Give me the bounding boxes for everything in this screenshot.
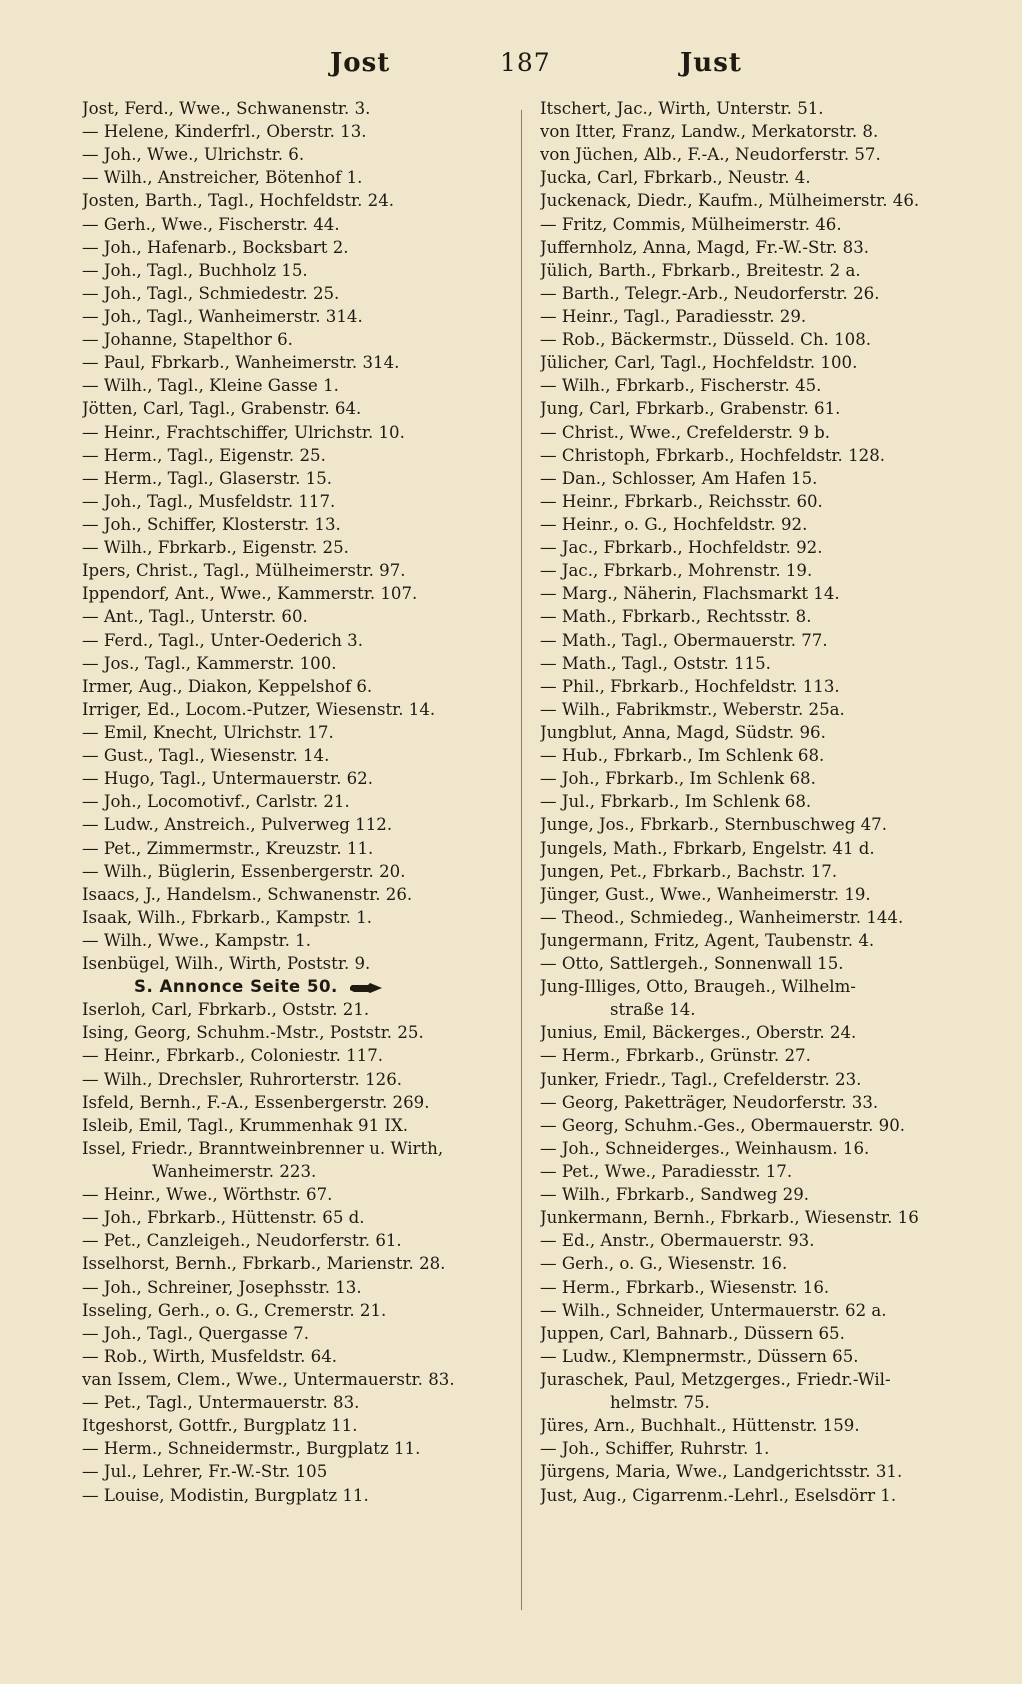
entry-text: Jost, Ferd., Wwe., Schwanenstr. 3. (82, 99, 371, 118)
entry-text: — Joh., Fbrkarb., Im Schlenk 68. (540, 769, 816, 789)
entry-text: — Joh., Schreiner, Josephsstr. 13. (82, 1277, 362, 1297)
directory-entry (540, 259, 980, 282)
directory-entry (540, 998, 980, 1021)
column-divider (521, 110, 522, 1610)
entry-text: Josten, Barth., Tagl., Hochfeldstr. 24. (82, 191, 395, 211)
directory-entry (540, 236, 980, 259)
entry-text: — Jul., Lehrer, Fr.-W.-Str. 105 (82, 1462, 328, 1482)
directory-entry (540, 1368, 980, 1391)
entry-text: — Pet., Canzleigeh., Neudorferstr. 61. (82, 1231, 402, 1251)
entry-text: — Christoph, Fbrkarb., Hochfeldstr. 128. (540, 445, 886, 465)
directory-entry (540, 282, 980, 305)
directory-entry (82, 236, 502, 259)
entry-text: — Herm., Fbrkarb., Grünstr. 27. (540, 1046, 811, 1066)
directory-entry (82, 1021, 502, 1044)
directory-entry (82, 374, 502, 397)
entry-text: — Gerh., Wwe., Fischerstr. 44. (82, 214, 340, 234)
directory-entry (82, 213, 502, 236)
directory-entry (540, 1091, 980, 1114)
entry-text: — Joh., Tagl., Quergasse 7. (82, 1323, 309, 1343)
entry-text: Irriger, Ed., Locom.-Putzer, Wiesenstr. 14. (82, 699, 436, 719)
directory-entry (82, 1229, 502, 1252)
entry-text: Itschert, Jac., Wirth, Unterstr. 51. (540, 99, 824, 118)
directory-entry (540, 1391, 980, 1414)
entry-text: Isseling, Gerh., o. G., Cremerstr. 21. (82, 1300, 387, 1320)
entry-text: Just, Aug., Cigarrenm.-Lehrl., Eselsdörr 1. (540, 1485, 897, 1505)
directory-entry (540, 767, 980, 790)
directory-entry (82, 490, 502, 513)
directory-entry (540, 1229, 980, 1252)
directory-entry (82, 467, 502, 490)
entry-text: — Heinr., Frachtschiffer, Ulrichstr. 10. (82, 422, 405, 442)
directory-entry (540, 1345, 980, 1368)
entry-text: — Georg, Schuhm.-Ges., Obermauerstr. 90. (540, 1115, 906, 1135)
entry-text: — Herm., Schneidermstr., Burgplatz 11. (82, 1439, 421, 1459)
entry-text: helmstr. 75. (610, 1393, 710, 1413)
entry-text: — Johanne, Stapelthor 6. (82, 330, 293, 350)
directory-entry (540, 421, 980, 444)
entry-text: Isenbügel, Wilh., Wirth, Poststr. 9. (82, 954, 371, 974)
directory-entry (82, 166, 502, 189)
right-column (540, 97, 980, 1507)
entry-text: Juckenack, Diedr., Kaufm., Mülheimerstr. 46. (540, 191, 920, 211)
entry-text: Iserloh, Carl, Fbrkarb., Oststr. 21. (82, 1000, 370, 1020)
entry-text: Itgeshorst, Gottfr., Burgplatz 11. (82, 1416, 358, 1436)
directory-entry (82, 952, 502, 975)
entry-text: — Marg., Näherin, Flachsmarkt 14. (540, 584, 840, 604)
directory-entry (82, 1114, 502, 1137)
directory-entry (540, 952, 980, 975)
directory-entry (540, 837, 980, 860)
entry-text: — Fritz, Commis, Mülheimerstr. 46. (540, 214, 842, 234)
entry-text: von Itter, Franz, Landw., Merkatorstr. 8. (540, 122, 879, 142)
entry-text: — Joh., Tagl., Buchholz 15. (82, 260, 308, 280)
directory-entry (82, 1276, 502, 1299)
directory-entry (540, 189, 980, 212)
directory-entry (540, 813, 980, 836)
directory-entry (540, 213, 980, 236)
directory-entry (540, 906, 980, 929)
directory-entry (540, 143, 980, 166)
directory-entry (82, 605, 502, 628)
directory-entry (82, 929, 502, 952)
directory-entry (82, 1160, 502, 1183)
entry-text: Jungermann, Fritz, Agent, Taubenstr. 4. (540, 930, 875, 950)
directory-entry (540, 790, 980, 813)
directory-entry (540, 559, 980, 582)
entry-text: — Wilh., Fabrikmstr., Weberstr. 25a. (540, 699, 845, 719)
entry-text: — Wilh., Fbrkarb., Fischerstr. 45. (540, 376, 822, 396)
directory-entry (82, 744, 502, 767)
directory-entry (82, 282, 502, 305)
directory-entry (540, 1160, 980, 1183)
directory-entry (540, 1137, 980, 1160)
entry-text: — Christ., Wwe., Crefelderstr. 9 b. (540, 422, 831, 442)
entry-text: — Joh., Wwe., Ulrichstr. 6. (82, 145, 305, 165)
entry-text: van Issem, Clem., Wwe., Untermauerstr. 83. (82, 1370, 455, 1390)
directory-entry (540, 652, 980, 675)
header-right-keyword: Just (680, 48, 742, 78)
directory-entry (540, 1252, 980, 1275)
entry-text: Junius, Emil, Bäckerges., Oberstr. 24. (540, 1023, 857, 1043)
directory-entry (82, 1414, 502, 1437)
entry-text: Ippendorf, Ant., Wwe., Kammerstr. 107. (82, 584, 418, 604)
entry-text: Jülicher, Carl, Tagl., Hochfeldstr. 100. (540, 353, 858, 373)
directory-entry (540, 536, 980, 559)
entry-text: Ipers, Christ., Tagl., Mülheimerstr. 97. (82, 561, 406, 581)
directory-entry (82, 1368, 502, 1391)
entry-text: — Ed., Anstr., Obermauerstr. 93. (540, 1231, 815, 1251)
directory-entry (82, 259, 502, 282)
directory-entry (540, 467, 980, 490)
entry-text: — Heinr., o. G., Hochfeldstr. 92. (540, 514, 808, 534)
entry-text: — Joh., Tagl., Wanheimerstr. 314. (82, 306, 363, 326)
entry-text: — Theod., Schmiedeg., Wanheimerstr. 144. (540, 907, 904, 927)
entry-text: S. Annonce Seite 50. (134, 977, 338, 997)
directory-entry (540, 351, 980, 374)
entry-text: Irmer, Aug., Diakon, Keppelshof 6. (82, 676, 373, 696)
entry-text: — Wilh., Büglerin, Essenbergerstr. 20. (82, 861, 406, 881)
entry-text: — Hugo, Tagl., Untermauerstr. 62. (82, 769, 374, 789)
entry-text: Junker, Friedr., Tagl., Crefelderstr. 23. (540, 1069, 862, 1089)
entry-text: — Helene, Kinderfrl., Oberstr. 13. (82, 122, 367, 142)
directory-entry (82, 143, 502, 166)
directory-entry (82, 1068, 502, 1091)
directory-entry (82, 652, 502, 675)
directory-entry (540, 1044, 980, 1067)
entry-text: — Wilh., Fbrkarb., Eigenstr. 25. (82, 538, 349, 558)
entry-text: Jüres, Arn., Buchhalt., Hüttenstr. 159. (540, 1416, 860, 1436)
directory-entry (82, 1137, 502, 1160)
entry-text: — Math., Tagl., Oststr. 115. (540, 653, 771, 673)
entry-text: — Joh., Locomotivf., Carlstr. 21. (82, 792, 350, 812)
entry-text: — Ludw., Klempnermstr., Düssern 65. (540, 1346, 859, 1366)
entry-text: — Wilh., Anstreicher, Bötenhof 1. (82, 168, 363, 188)
entry-text: — Gust., Tagl., Wiesenstr. 14. (82, 746, 330, 766)
directory-entry (540, 1206, 980, 1229)
entry-text: — Pet., Zimmermstr., Kreuzstr. 11. (82, 838, 374, 858)
directory-entry (82, 582, 502, 605)
entry-text: Jung, Carl, Fbrkarb., Grabenstr. 61. (540, 399, 841, 419)
directory-entry (540, 605, 980, 628)
entry-text: Juraschek, Paul, Metzgerges., Friedr.-Wil- (540, 1370, 891, 1390)
entry-text: Isleib, Emil, Tagl., Krummenhak 91 IX. (82, 1115, 409, 1135)
entry-text: — Wilh., Wwe., Kampstr. 1. (82, 930, 311, 950)
directory-entry (540, 1414, 980, 1437)
entry-text: Jünger, Gust., Wwe., Wanheimerstr. 19. (540, 884, 871, 904)
pointing-hand-icon (348, 982, 382, 994)
directory-entry (82, 883, 502, 906)
directory-entry (82, 536, 502, 559)
directory-entry (540, 883, 980, 906)
page-header (0, 48, 1022, 88)
directory-entry (82, 1460, 502, 1483)
directory-entry (540, 629, 980, 652)
directory-entry (540, 490, 980, 513)
entry-text: — Pet., Wwe., Paradiesstr. 17. (540, 1162, 793, 1182)
entry-text: — Herm., Fbrkarb., Wiesenstr. 16. (540, 1277, 830, 1297)
entry-text: — Georg, Paketträger, Neudorferstr. 33. (540, 1092, 879, 1112)
directory-entry (82, 906, 502, 929)
directory-entry (540, 675, 980, 698)
entry-text: Juffernholz, Anna, Magd, Fr.-W.-Str. 83. (540, 237, 870, 257)
directory-entry (82, 120, 502, 143)
directory-entry (540, 721, 980, 744)
entry-text: — Joh., Schneiderges., Weinhausm. 16. (540, 1138, 870, 1158)
entry-text: — Math., Tagl., Obermauerstr. 77. (540, 630, 828, 650)
directory-entry (82, 790, 502, 813)
directory-entry (540, 1437, 980, 1460)
entry-text: straße 14. (610, 1000, 696, 1020)
directory-entry (540, 744, 980, 767)
entry-text: Isaacs, J., Handelsm., Schwanenstr. 26. (82, 884, 413, 904)
directory-entry (82, 1391, 502, 1414)
directory-entry (82, 1183, 502, 1206)
entry-text: — Wilh., Fbrkarb., Sandweg 29. (540, 1185, 810, 1205)
entry-text: — Gerh., o. G., Wiesenstr. 16. (540, 1254, 788, 1274)
directory-entry (82, 1345, 502, 1368)
entry-text: — Joh., Hafenarb., Bocksbart 2. (82, 237, 349, 257)
left-column (82, 97, 502, 1507)
directory-entry (540, 1068, 980, 1091)
directory-entry (82, 97, 502, 120)
directory-entry (82, 351, 502, 374)
entry-text: Wanheimerstr. 223. (152, 1162, 317, 1182)
directory-entry (82, 698, 502, 721)
directory-entry (82, 1437, 502, 1460)
entry-text: — Ludw., Anstreich., Pulverweg 112. (82, 815, 393, 835)
entry-text: Isaak, Wilh., Fbrkarb., Kampstr. 1. (82, 907, 373, 927)
entry-text: — Wilh., Drechsler, Ruhrorterstr. 126. (82, 1069, 403, 1089)
entry-text: Junkermann, Bernh., Fbrkarb., Wiesenstr. 16 (540, 1208, 919, 1228)
entry-text: — Jac., Fbrkarb., Hochfeldstr. 92. (540, 538, 823, 558)
directory-entry (540, 305, 980, 328)
directory-entry (82, 629, 502, 652)
directory-entry (82, 189, 502, 212)
annonce-reference (82, 975, 502, 998)
entry-text: Juppen, Carl, Bahnarb., Düssern 65. (540, 1323, 845, 1343)
directory-entry (540, 582, 980, 605)
directory-entry (82, 1091, 502, 1114)
entry-text: — Herm., Tagl., Eigenstr. 25. (82, 445, 326, 465)
directory-entry (82, 675, 502, 698)
entry-text: — Heinr., Fbrkarb., Reichsstr. 60. (540, 491, 823, 511)
entry-text: — Wilh., Schneider, Untermauerstr. 62 a. (540, 1300, 887, 1320)
directory-entry (540, 1299, 980, 1322)
entry-text: — Ferd., Tagl., Unter-Oederich 3. (82, 630, 363, 650)
directory-entry (82, 721, 502, 744)
directory-entry (540, 397, 980, 420)
directory-entry (540, 1276, 980, 1299)
entry-text: — Rob., Bäckermstr., Düsseld. Ch. 108. (540, 330, 872, 350)
directory-entry (540, 120, 980, 143)
entry-text: — Phil., Fbrkarb., Hochfeldstr. 113. (540, 676, 840, 696)
directory-entry (82, 1044, 502, 1067)
directory-entry (82, 421, 502, 444)
directory-entry (540, 1322, 980, 1345)
entry-text: — Barth., Telegr.-Arb., Neudorferstr. 26. (540, 283, 880, 303)
directory-entry (82, 1252, 502, 1275)
entry-text: Isfeld, Bernh., F.-A., Essenbergerstr. 269. (82, 1092, 430, 1112)
entry-text: — Joh., Fbrkarb., Hüttenstr. 65 d. (82, 1208, 365, 1228)
entry-text: Junge, Jos., Fbrkarb., Sternbuschweg 47. (540, 815, 887, 835)
entry-text: — Wilh., Tagl., Kleine Gasse 1. (82, 376, 339, 396)
directory-entry (82, 767, 502, 790)
entry-text: — Heinr., Fbrkarb., Coloniestr. 117. (82, 1046, 384, 1066)
directory-entry (540, 975, 980, 998)
entry-text: — Rob., Wirth, Musfeldstr. 64. (82, 1346, 338, 1366)
directory-entry (540, 444, 980, 467)
directory-entry (540, 929, 980, 952)
entry-text: — Jos., Tagl., Kammerstr. 100. (82, 653, 337, 673)
entry-text: — Otto, Sattlergeh., Sonnenwall 15. (540, 954, 844, 974)
entry-text: — Louise, Modistin, Burgplatz 11. (82, 1485, 369, 1505)
directory-entry (540, 513, 980, 536)
entry-text: — Math., Fbrkarb., Rechtsstr. 8. (540, 607, 812, 627)
directory-entry (82, 998, 502, 1021)
entry-text: Jürgens, Maria, Wwe., Landgerichtsstr. 31. (540, 1462, 903, 1482)
page-number: 187 (500, 48, 551, 77)
directory-entry (82, 328, 502, 351)
header-left-keyword: Jost (330, 48, 391, 78)
entry-text: — Jac., Fbrkarb., Mohrenstr. 19. (540, 561, 813, 581)
directory-entry (540, 1114, 980, 1137)
directory-entry (82, 397, 502, 420)
entry-text: — Pet., Tagl., Untermauerstr. 83. (82, 1393, 360, 1413)
entry-text: — Joh., Schiffer, Ruhrstr. 1. (540, 1439, 770, 1459)
directory-entry (540, 166, 980, 189)
entry-text: Jülich, Barth., Fbrkarb., Breitestr. 2 a. (540, 260, 861, 280)
directory-entry (82, 837, 502, 860)
directory-entry (540, 860, 980, 883)
directory-entry (82, 1299, 502, 1322)
directory-entry (540, 1021, 980, 1044)
entry-text: Jungels, Math., Fbrkarb, Engelstr. 41 d. (540, 838, 875, 858)
directory-entry (82, 444, 502, 467)
entry-text: — Jul., Fbrkarb., Im Schlenk 68. (540, 792, 812, 812)
entry-text: — Emil, Knecht, Ulrichstr. 17. (82, 722, 334, 742)
entry-text: — Dan., Schlosser, Am Hafen 15. (540, 468, 818, 488)
entry-text: — Hub., Fbrkarb., Im Schlenk 68. (540, 746, 825, 766)
directory-entry (540, 1484, 980, 1507)
entry-text: von Jüchen, Alb., F.-A., Neudorferstr. 57. (540, 145, 881, 165)
directory-entry (540, 1460, 980, 1483)
directory-entry (82, 1484, 502, 1507)
directory-entry (82, 513, 502, 536)
entry-text: — Ant., Tagl., Unterstr. 60. (82, 607, 308, 627)
directory-entry (540, 1183, 980, 1206)
entry-text: Jungblut, Anna, Magd, Südstr. 96. (540, 722, 826, 742)
entry-text: Jucka, Carl, Fbrkarb., Neustr. 4. (540, 168, 811, 188)
directory-entry (82, 1322, 502, 1345)
directory-entry (540, 97, 980, 120)
entry-text: Jung-Illiges, Otto, Braugeh., Wilhelm- (540, 977, 856, 997)
entry-text: Jungen, Pet., Fbrkarb., Bachstr. 17. (540, 861, 838, 881)
directory-entry (82, 860, 502, 883)
entry-text: — Joh., Tagl., Schmiedestr. 25. (82, 283, 340, 303)
entry-text: Jötten, Carl, Tagl., Grabenstr. 64. (82, 399, 362, 419)
directory-entry (82, 305, 502, 328)
entry-text: — Joh., Schiffer, Klosterstr. 13. (82, 514, 341, 534)
entry-text: — Joh., Tagl., Musfeldstr. 117. (82, 491, 336, 511)
entry-text: — Herm., Tagl., Glaserstr. 15. (82, 468, 333, 488)
entry-text: — Heinr., Wwe., Wörthstr. 67. (82, 1185, 333, 1205)
directory-entry (540, 698, 980, 721)
entry-text: Isselhorst, Bernh., Fbrkarb., Marienstr. 28. (82, 1254, 446, 1274)
directory-entry (540, 328, 980, 351)
directory-entry (82, 813, 502, 836)
entry-text: — Paul, Fbrkarb., Wanheimerstr. 314. (82, 353, 400, 373)
entry-text: Issel, Friedr., Branntweinbrenner u. Wirth, (82, 1138, 444, 1158)
directory-entry (82, 559, 502, 582)
entry-text: Ising, Georg, Schuhm.-Mstr., Poststr. 25. (82, 1023, 424, 1043)
directory-entry (540, 374, 980, 397)
directory-entry (82, 1206, 502, 1229)
entry-text: — Heinr., Tagl., Paradiesstr. 29. (540, 306, 807, 326)
